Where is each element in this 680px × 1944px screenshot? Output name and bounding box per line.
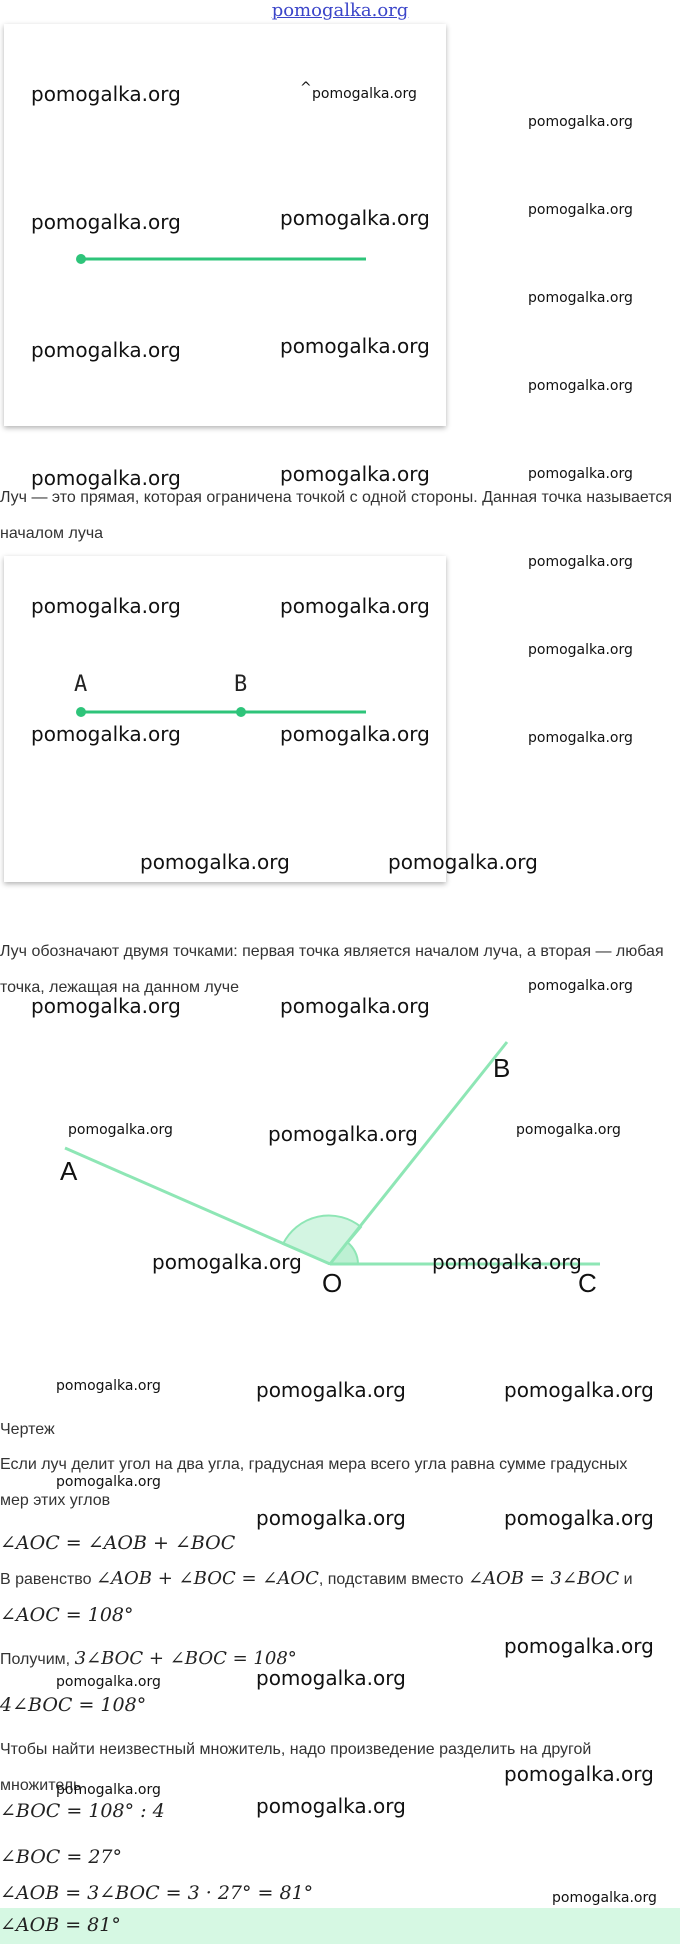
- watermark-label: pomogalka.org: [56, 1674, 161, 1690]
- watermark-label: pomogalka.org: [528, 554, 633, 570]
- substitute-and: и: [623, 1571, 633, 1588]
- watermark-label: pomogalka.org: [31, 594, 181, 618]
- angle-label-o: O: [322, 1268, 343, 1298]
- get-line: [0, 1648, 297, 1669]
- watermark-label: pomogalka.org: [528, 378, 633, 394]
- watermark-label: pomogalka.org: [31, 722, 181, 746]
- watermark-label: pomogalka.org: [256, 1378, 406, 1402]
- watermark-label: pomogalka.org: [280, 462, 430, 486]
- get-prefix: Получим,: [0, 1651, 71, 1668]
- equation-sum: ∠AOC = ∠AOB + ∠BOC: [0, 1532, 236, 1554]
- watermark-label: pomogalka.org: [256, 1666, 406, 1690]
- watermark-label: pomogalka.org: [152, 1250, 302, 1274]
- ray-second-point: [236, 707, 246, 717]
- substitute-expression: ∠AOB + ∠BOC = ∠AOC: [95, 1568, 319, 1589]
- substitute-mid: , подставим вместо: [318, 1571, 464, 1588]
- ray-ob: [330, 1042, 507, 1264]
- angle-label-b: B: [493, 1053, 511, 1083]
- watermark-label: pomogalka.org: [31, 338, 181, 362]
- watermark-label: pomogalka.org: [268, 1122, 418, 1146]
- watermark-label: pomogalka.org: [504, 1634, 654, 1658]
- substitute-line: [0, 1568, 633, 1589]
- segment-endpoint: [76, 254, 86, 264]
- watermark-label: pomogalka.org: [528, 202, 633, 218]
- watermark-label: pomogalka.org: [31, 994, 181, 1018]
- factor-rule-text: Чтобы найти неизвестный множитель, надо произведение разделить на другой множитель: [0, 1741, 592, 1794]
- watermark-label: pomogalka.org: [140, 850, 290, 874]
- watermark-label: pomogalka.org: [31, 82, 181, 106]
- watermark-label: pomogalka.org: [528, 978, 633, 994]
- angle-label-a: A: [60, 1156, 78, 1186]
- watermark-label: pomogalka.org: [280, 994, 430, 1018]
- watermark-label: pomogalka.org: [504, 1506, 654, 1530]
- watermark-label: pomogalka.org: [312, 86, 417, 102]
- watermark-label: pomogalka.org: [56, 1474, 161, 1490]
- answer-equation: ∠AOB = 81°: [0, 1914, 121, 1936]
- watermark-label: pomogalka.org: [256, 1794, 406, 1818]
- watermark-label: pomogalka.org: [504, 1378, 654, 1402]
- equation-aob-calc: ∠AOB = 3∠BOC = 3 · 27° = 81°: [0, 1882, 314, 1904]
- watermark-label: pomogalka.org: [256, 1506, 406, 1530]
- watermark-label: pomogalka.org: [280, 594, 430, 618]
- watermark-label: pomogalka.org: [56, 1378, 161, 1394]
- watermark-label: pomogalka.org: [56, 1782, 161, 1798]
- watermark-label: pomogalka.org: [432, 1250, 582, 1274]
- watermark-label: pomogalka.org: [504, 1762, 654, 1786]
- angle-rule-text: Если луч делит угол на два угла, градусная мера всего угла равна сумме градусных мер этих углов: [0, 1456, 628, 1509]
- angle-label-c: C: [578, 1268, 597, 1298]
- equation-4boc: 4∠BOC = 108°: [0, 1694, 147, 1716]
- watermark-label: pomogalka.org: [528, 730, 633, 746]
- equation-boc-value: ∠BOC = 27°: [0, 1846, 123, 1868]
- caret-mark: ^: [300, 80, 312, 96]
- equation-division: ∠BOC = 108° : 4: [0, 1800, 165, 1822]
- ray-oa: [65, 1148, 330, 1264]
- site-title[interactable]: pomogalka.org: [271, 0, 409, 21]
- ray-label-a: A: [74, 672, 88, 697]
- watermark-label: pomogalka.org: [280, 206, 430, 230]
- substitute-value: ∠AOB = 3∠BOC: [467, 1568, 620, 1589]
- watermark-label: pomogalka.org: [31, 210, 181, 234]
- ray-start-point: [76, 707, 86, 717]
- watermark-label: pomogalka.org: [528, 642, 633, 658]
- watermark-label: pomogalka.org: [388, 850, 538, 874]
- watermark-label: pomogalka.org: [528, 114, 633, 130]
- substitute-prefix: В равенство: [0, 1571, 92, 1588]
- get-expression: 3∠BOC + ∠BOC = 108°: [74, 1648, 297, 1669]
- drawing-label: Чертеж: [0, 1421, 55, 1438]
- watermark-label: pomogalka.org: [280, 334, 430, 358]
- ray-notation-text: Луч обозначают двумя точками: первая точка является началом луча, а вторая — любая точка, лежащая на данном луче: [0, 943, 664, 996]
- watermark-label: pomogalka.org: [31, 466, 181, 490]
- watermark-label: pomogalka.org: [552, 1890, 657, 1906]
- ray-definition-text: Луч — это прямая, которая ограничена точкой с одной стороны. Данная точка называется началом луча: [0, 489, 673, 542]
- watermark-label: pomogalka.org: [68, 1122, 173, 1138]
- watermark-label: pomogalka.org: [516, 1122, 621, 1138]
- watermark-label: pomogalka.org: [528, 466, 633, 482]
- watermark-label: pomogalka.org: [280, 722, 430, 746]
- equation-aoc-value: ∠AOC = 108°: [0, 1604, 134, 1626]
- ray-label-b: B: [234, 672, 248, 697]
- angle-diagram: [0, 1020, 680, 1320]
- watermark-label: pomogalka.org: [528, 290, 633, 306]
